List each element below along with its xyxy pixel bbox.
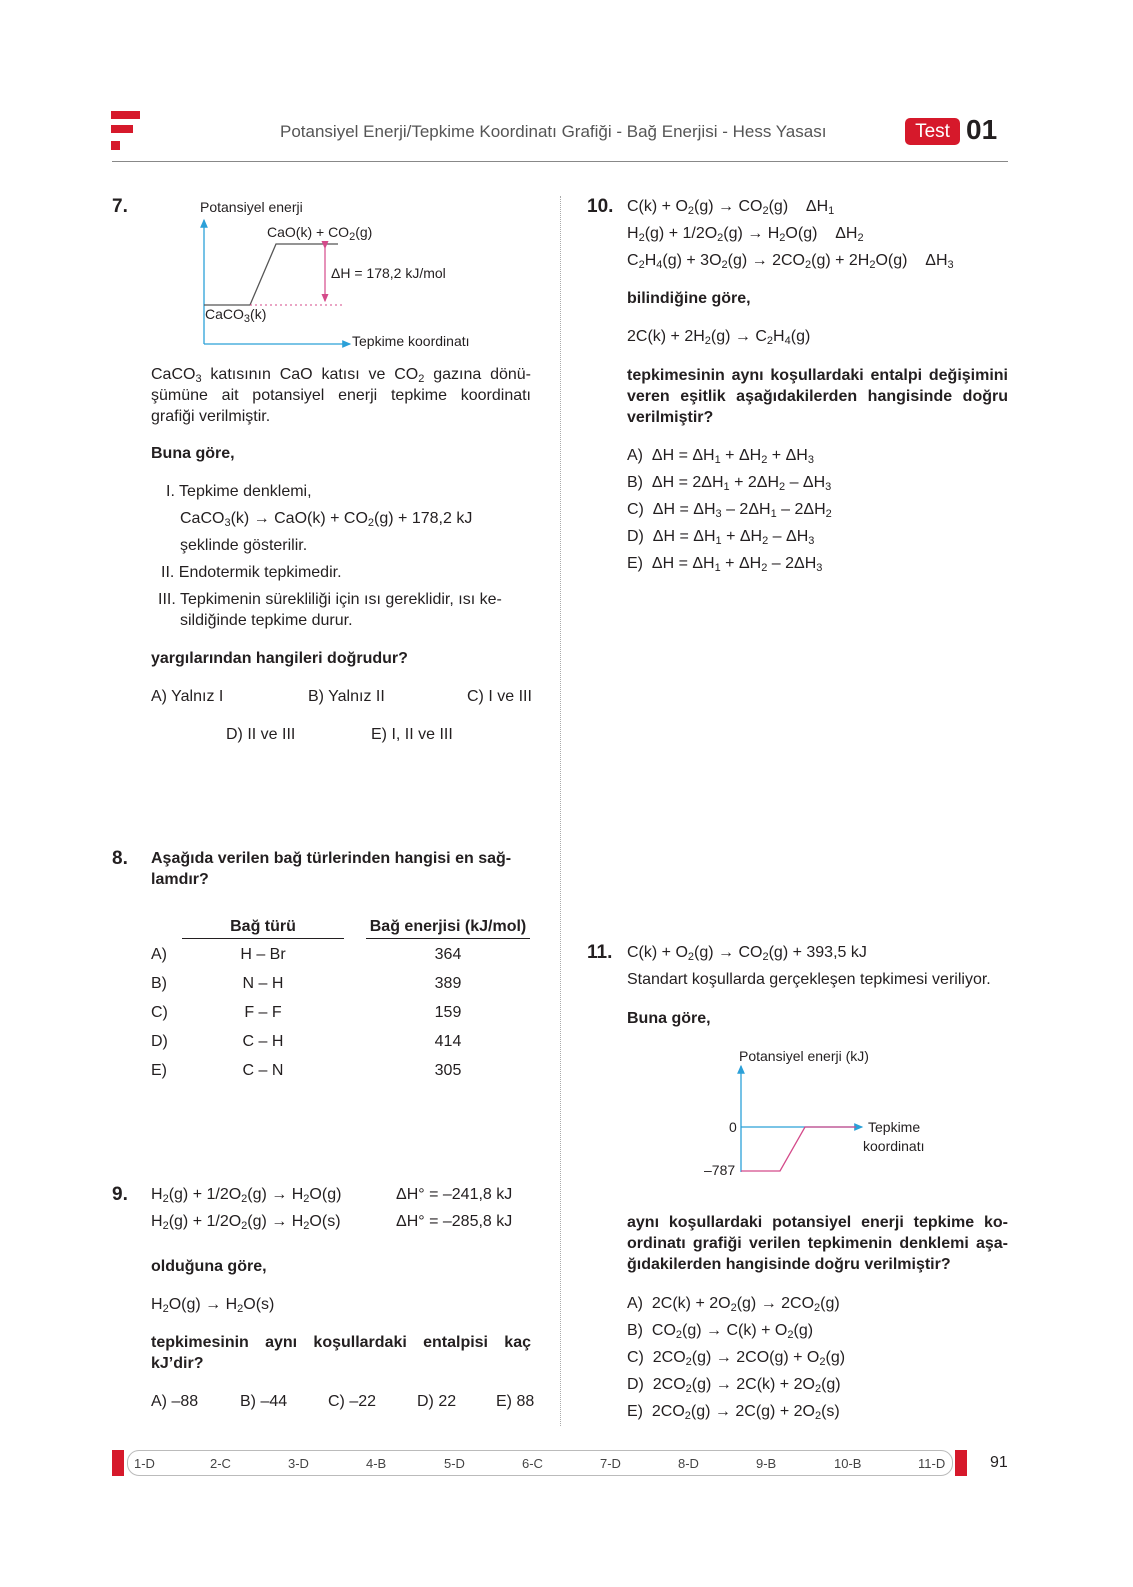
q7-statement-1-tail: şeklinde gösterilir.: [180, 537, 308, 554]
answer-key-9: 9-B: [756, 1456, 777, 1471]
q11-energy-diagram: [730, 1060, 870, 1180]
q11-x-axis-label-1: Tepkime: [868, 1119, 921, 1135]
q7-statement-1-equation: CaCO$_3$(k) → $CaO(k) + CO_2(g) + 178,2$ kJ: [180, 510, 473, 529]
q11-energy-curve: [741, 1127, 856, 1171]
q9-equation-1: $H_2(g) + 1/2O_2(g) \to H_2O(g)$: [151, 1186, 342, 1205]
q7-option-e[interactable]: E) I, II ve III: [371, 726, 453, 743]
q8-col-bond-energy: Bağ enerjisi (kJ/mol): [369, 918, 527, 935]
q9-lead: olduğuna göre,: [151, 1258, 267, 1275]
q7-energy-curve: [204, 244, 338, 305]
page-number: 91: [990, 1454, 1008, 1471]
answer-key-2: 2-C: [210, 1456, 231, 1471]
table-row[interactable]: A) H – Br 364: [151, 946, 462, 963]
q8-col-bond-type: Bağ türü: [230, 918, 296, 935]
q9-option-c[interactable]: C) –22: [328, 1393, 377, 1410]
answer-key-left-marker: [112, 1450, 124, 1476]
test-number: 01: [966, 114, 998, 145]
q7-statement-3a: III. Tepkimenin sürekliliği için ısı gereklidir, ısı ke-: [158, 591, 502, 608]
q7-option-a[interactable]: A) Yalnız I: [151, 688, 224, 705]
q8-col-bond-type-rule: [182, 938, 344, 939]
column-divider: [560, 196, 561, 1426]
q7-option-d[interactable]: D) II ve III: [226, 726, 296, 743]
q11-line-2: Standart koşullarda gerçekleşen tepkimesi veriliyor.: [627, 971, 991, 988]
q9-question: tepkimesinin aynı koşullardaki entalpisi kaç kJ’dir?: [151, 1334, 531, 1372]
q7-statement-2: II. Endotermik tepkimedir.: [161, 564, 342, 581]
answer-key-right-marker: [955, 1450, 967, 1476]
answer-key-8: 8-D: [678, 1456, 699, 1471]
q10-equation-1: $C(k) + O_2(g) \to CO_2(g)$ $\Delta H_1$: [627, 198, 835, 217]
q11-option-e[interactable]: E) $2CO_2(g) \to 2C(g) + 2O_2(s)$: [627, 1403, 840, 1422]
q9-option-d[interactable]: D) 22: [417, 1393, 457, 1410]
q8-question-line-1: Aşağıda verilen bağ türlerinden hangisi en sağ-: [151, 850, 512, 867]
answer-key-5: 5-D: [444, 1456, 465, 1471]
q11-y-axis-label: Potansiyel enerji (kJ): [739, 1048, 869, 1064]
q9-dh-1: ΔH° = –241,8 kJ: [396, 1186, 513, 1203]
q10-option-d[interactable]: D) $\Delta H = \Delta H_1 + \Delta H_2 - \Delta H_3$: [627, 528, 815, 547]
q7-product-label: $CaO(k) + CO_2(g)$: [267, 224, 373, 243]
question-7-number: 7.: [112, 196, 128, 217]
table-row[interactable]: E) C – N 305: [151, 1062, 462, 1079]
q10-option-c[interactable]: C) $\Delta H = \Delta H_3 - 2\Delta H_1 - 2\Delta H_2$: [627, 501, 832, 520]
q7-y-axis-label: Potansiyel enerji: [200, 199, 303, 215]
q7-option-b[interactable]: B) Yalnız II: [308, 688, 385, 705]
question-10-number: 10.: [587, 196, 614, 217]
page-header-title: Potansiyel Enerji/Tepkime Koordinatı Grafiği - Bağ Enerjisi - Hess Yasası: [280, 122, 827, 141]
q9-dh-2: ΔH° = –285,8 kJ: [396, 1213, 513, 1230]
q11-option-d[interactable]: D) $2CO_2(g) \to 2C(k) + 2O_2(g)$: [627, 1376, 841, 1395]
q9-option-e[interactable]: E) 88: [496, 1393, 535, 1410]
answer-key-10: 10-B: [834, 1456, 862, 1471]
q10-lead: bilindiğine göre,: [627, 290, 751, 307]
table-row[interactable]: D) C – H 414: [151, 1033, 462, 1050]
q8-question-line-2: lamdır?: [151, 871, 209, 888]
table-row[interactable]: B) N – H 389: [151, 975, 462, 992]
q10-question: tepkimesinin aynı koşullardaki entalpi değişimini veren eşitlik aşağıdakilerden hangisinde doğru verilmiştir?: [627, 367, 1008, 426]
answer-key-6: 6-C: [522, 1456, 543, 1471]
q9-option-a[interactable]: A) –88: [151, 1393, 199, 1410]
answer-key-7: 7-D: [600, 1456, 621, 1471]
q7-dh-label: ΔH = 178,2 kJ/mol: [331, 265, 446, 281]
q10-equation-2: $H_2(g) + 1/2O_2(g) \to H_2O(g)$ $\Delta H_2$: [627, 225, 864, 244]
q11-option-c[interactable]: C) $2CO_2(g) \to 2CO(g) + O_2(g)$: [627, 1349, 846, 1368]
header-rule: [112, 161, 1008, 162]
q11-option-a[interactable]: A) $2C(k) + 2O_2(g) \to 2CO_2(g)$: [627, 1295, 840, 1314]
question-8-number: 8.: [112, 848, 128, 869]
q7-reactant-label: CaCO$_3$(k): [205, 306, 267, 325]
publisher-logo: [111, 111, 141, 153]
test-badge: Test: [905, 118, 960, 145]
q10-option-e[interactable]: E) $\Delta H = \Delta H_1 + \Delta H_2 - 2\Delta H_3$: [627, 555, 823, 574]
answer-key-4: 4-B: [366, 1456, 387, 1471]
q10-option-a[interactable]: A) $\Delta H = \Delta H_1 + \Delta H_2 + \Delta H_3$: [627, 447, 814, 466]
question-9-number: 9.: [112, 1184, 128, 1205]
q8-col-bond-energy-rule: [366, 938, 530, 939]
q7-question: yargılarından hangileri doğrudur?: [151, 650, 408, 667]
q9-target-equation: $H_2O(g) \to H_2O(s)$: [151, 1296, 275, 1315]
question-11-number: 11.: [587, 942, 613, 963]
q8-table: [151, 946, 531, 1091]
q7-x-axis-label: Tepkime koordinatı: [352, 333, 470, 349]
q7-option-c[interactable]: C) I ve III: [467, 688, 532, 705]
q10-option-b[interactable]: B) $\Delta H = 2\Delta H_1 + 2\Delta H_2 - \Delta H_3$: [627, 474, 832, 493]
q9-option-b[interactable]: B) –44: [240, 1393, 288, 1410]
q7-lead: Buna göre,: [151, 445, 235, 462]
answer-key-3: 3-D: [288, 1456, 309, 1471]
q11-option-b[interactable]: B) $CO_2(g) \to C(k) + O_2(g)$: [627, 1322, 814, 1341]
q11-question: aynı koşullardaki potansiyel enerji tepkime ko- ordinatı grafiği verilen tepkimenin denklemi aşa- ğıdakilerden hangisinde doğru verilmiştir?: [627, 1214, 1008, 1273]
q7-statement-3b: sildiğinde tepkime durur.: [180, 612, 353, 629]
q7-statement-1: I. Tepkime denklemi,: [166, 483, 312, 500]
q10-equation-3: $C_2H_4(g) + 3O_2(g) \to 2CO_2(g) + 2H_2O(g)$ $\Delta H_3$: [627, 252, 954, 271]
q10-target-equation: $2C(k) + 2H_2(g) \to C_2H_4(g)$: [627, 328, 811, 347]
q11-y-tick-0: 0: [729, 1119, 737, 1135]
q7-intro: CaCO$_3$ katısının CaO katısı ve $CO_2$ gazına dönü- şümüne ait potansiyel enerji tepkime koordinatı grafiği verilmiştir.: [151, 366, 532, 425]
answer-key-11: 11-D: [918, 1456, 946, 1471]
q11-equation: $C(k) + O_2(g) \to CO_2(g) + 393,5$ kJ: [627, 944, 867, 963]
q11-y-tick-787: –787: [704, 1162, 736, 1178]
q11-lead: Buna göre,: [627, 1010, 711, 1027]
table-row[interactable]: C) F – F 159: [151, 1004, 462, 1021]
q9-equation-2: $H_2(g) + 1/2O_2(g) \to H_2O(s)$: [151, 1213, 341, 1232]
answer-key-1: 1-D: [134, 1456, 155, 1471]
q11-x-axis-label-2: koordinatı: [863, 1138, 925, 1154]
